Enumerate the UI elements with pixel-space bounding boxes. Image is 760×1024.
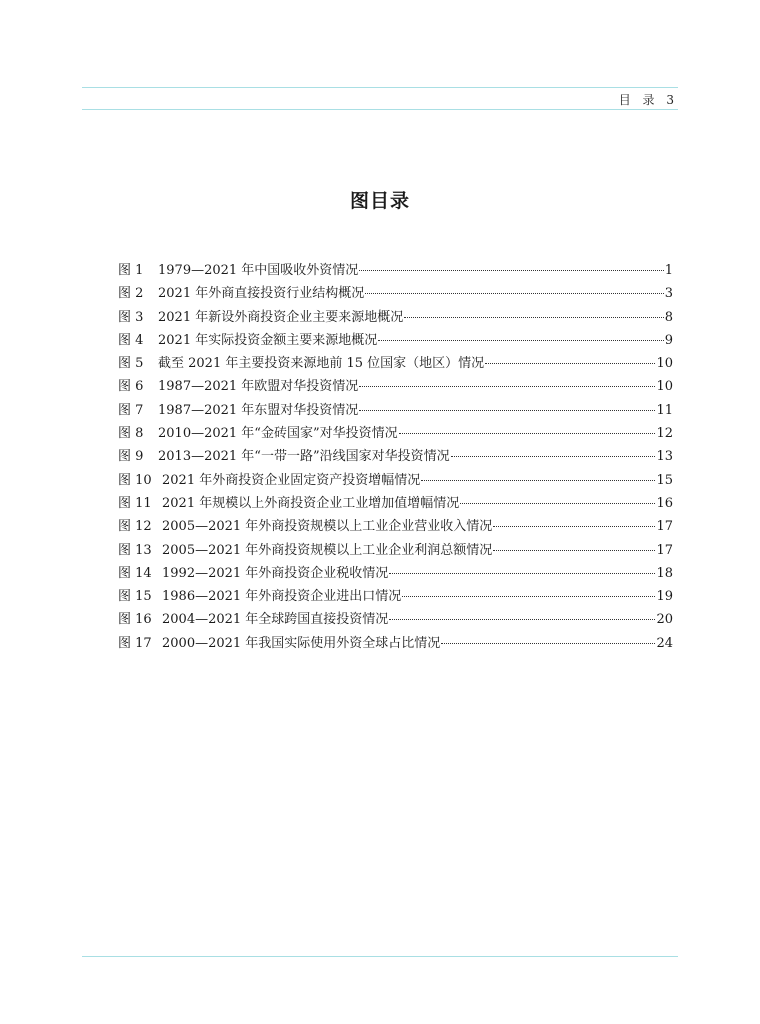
toc-entry-label: 图 6 [118, 379, 144, 395]
toc-entry[interactable] [118, 399, 673, 422]
toc-entry-page: 9 [664, 332, 673, 348]
toc-leader-dots [359, 410, 655, 411]
toc-entry-page: 19 [656, 589, 673, 605]
toc-entry-title: 2000—2021 年我国实际使用外资全球占比情况 [162, 635, 441, 651]
toc-entry[interactable] [118, 445, 673, 468]
toc-entry-label: 图 16 [118, 612, 152, 628]
toc-entry-title: 2005—2021 年外商投资规模以上工业企业利润总额情况 [162, 542, 493, 558]
toc-entry-title: 2004—2021 年全球跨国直接投资情况 [162, 612, 389, 628]
toc-entry[interactable] [118, 539, 673, 562]
toc-entry-title: 1987—2021 年欧盟对华投资情况 [158, 379, 359, 395]
toc-entry-page: 17 [656, 542, 673, 558]
toc-entry[interactable] [118, 469, 673, 492]
toc-entry[interactable] [118, 375, 673, 398]
toc-leader-dots [485, 363, 655, 364]
toc-entry-page: 13 [656, 449, 673, 465]
toc-entry[interactable] [118, 259, 673, 282]
toc-entry[interactable] [118, 562, 673, 585]
toc-entry-label: 图 8 [118, 426, 144, 442]
toc-entry-title: 截至 2021 年主要投资来源地前 15 位国家（地区）情况 [158, 356, 485, 372]
toc-entry-title: 2010—2021 年“金砖国家”对华投资情况 [158, 426, 398, 442]
toc-leader-dots [404, 317, 664, 318]
toc-entry-label: 图 11 [118, 495, 152, 511]
toc-entry-label: 图 4 [118, 332, 144, 348]
toc-entry-label: 图 1 [118, 263, 144, 278]
toc-leader-dots [359, 386, 655, 387]
toc-entry-label: 图 2 [118, 286, 144, 302]
toc-entry-label: 图 9 [118, 449, 144, 465]
toc-leader-dots [399, 433, 656, 434]
running-head: 目 录 3 [618, 93, 678, 107]
toc-entry-page: 10 [656, 356, 673, 372]
toc-entry-title: 2005—2021 年外商投资规模以上工业企业营业收入情况 [162, 519, 493, 535]
toc-entry-page: 17 [656, 519, 673, 535]
footer-rule [82, 956, 678, 957]
toc-leader-dots [389, 573, 655, 574]
toc-entry-page: 12 [656, 426, 673, 442]
toc-entry-title: 1987—2021 年东盟对华投资情况 [158, 402, 359, 418]
header-rule-top [82, 87, 678, 88]
toc-leader-dots [493, 526, 655, 527]
toc-entry-title: 2021 年外商投资企业固定资产投资增幅情况 [162, 472, 421, 488]
toc-leader-dots [402, 596, 655, 597]
toc-leader-dots [365, 293, 664, 294]
toc-entry[interactable] [118, 515, 673, 538]
toc-leader-dots [389, 619, 655, 620]
toc-entry-title: 2021 年外商直接投资行业结构概况 [158, 286, 365, 302]
toc-entry-title: 2021 年新设外商投资企业主要来源地概况 [158, 309, 404, 325]
toc-entry[interactable] [118, 608, 673, 631]
toc-leader-dots [460, 503, 655, 504]
toc-entry-page: 11 [656, 402, 673, 418]
toc-entry-title: 1992—2021 年外商投资企业税收情况 [162, 565, 389, 581]
toc-entry[interactable] [118, 585, 673, 608]
toc-entry[interactable] [118, 492, 673, 515]
figure-toc-list [118, 259, 673, 655]
toc-entry[interactable] [118, 632, 673, 655]
toc-entry-page: 10 [656, 379, 673, 395]
toc-entry-title: 2013—2021 年“一带一路”沿线国家对华投资情况 [158, 449, 450, 465]
toc-entry-label: 图 17 [118, 635, 152, 651]
toc-entry-label: 图 15 [118, 589, 152, 605]
toc-entry-title: 1979—2021 年中国吸收外资情况 [158, 263, 359, 278]
toc-entry-label: 图 10 [118, 472, 152, 488]
toc-entry-label: 图 7 [118, 402, 144, 418]
toc-entry-title: 2021 年规模以上外商投资企业工业增加值增幅情况 [162, 495, 460, 511]
toc-entry-page: 15 [656, 472, 673, 488]
toc-leader-dots [421, 480, 655, 481]
toc-leader-dots [359, 270, 663, 271]
toc-entry-label: 图 12 [118, 519, 152, 535]
toc-entry-label: 图 3 [118, 309, 144, 325]
toc-entry-page: 8 [664, 309, 673, 325]
toc-leader-dots [493, 550, 655, 551]
toc-leader-dots [441, 643, 655, 644]
toc-entry-title: 1986—2021 年外商投资企业进出口情况 [162, 589, 402, 605]
header-rule-bottom [82, 109, 678, 110]
toc-leader-dots [451, 456, 656, 457]
toc-entry-page: 3 [664, 286, 673, 302]
toc-entry-label: 图 13 [118, 542, 152, 558]
toc-entry[interactable] [118, 422, 673, 445]
toc-entry-label: 图 14 [118, 565, 152, 581]
toc-leader-dots [378, 340, 664, 341]
toc-entry-page: 24 [656, 635, 673, 651]
toc-entry-page: 20 [656, 612, 673, 628]
page-title: 图目录 [349, 190, 410, 212]
toc-entry[interactable] [118, 352, 673, 375]
toc-entry[interactable] [118, 329, 673, 352]
toc-entry[interactable] [118, 282, 673, 305]
toc-entry[interactable] [118, 306, 673, 329]
toc-entry-page: 1 [664, 263, 673, 278]
toc-entry-page: 16 [656, 495, 673, 511]
toc-entry-title: 2021 年实际投资金额主要来源地概况 [158, 332, 378, 348]
toc-entry-label: 图 5 [118, 356, 144, 372]
toc-entry-page: 18 [656, 565, 673, 581]
